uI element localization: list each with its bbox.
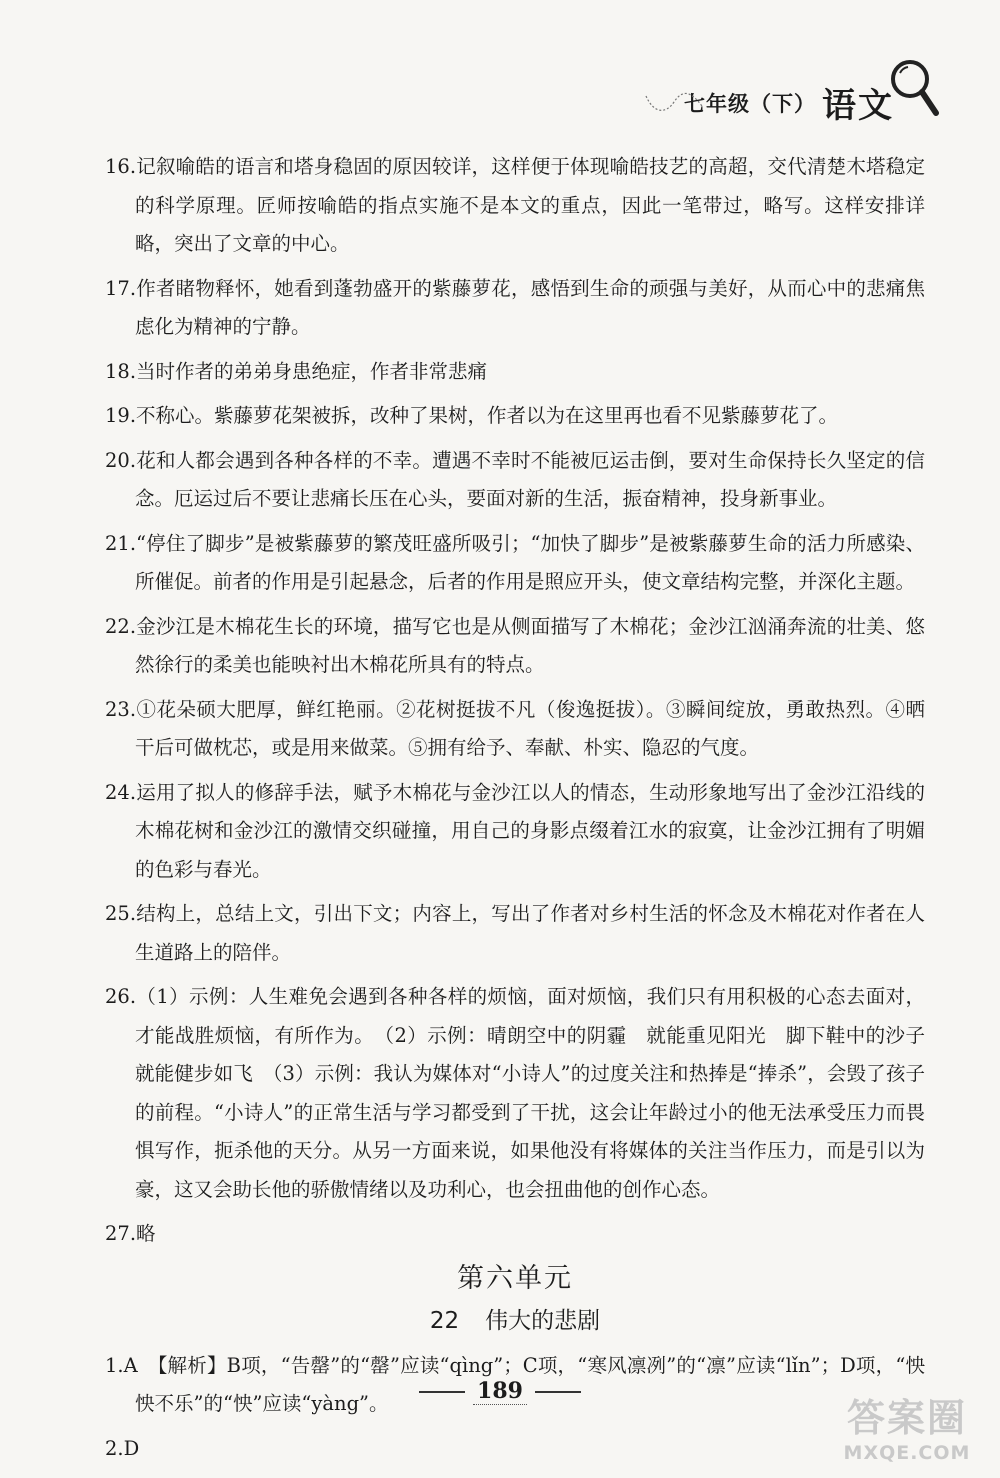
magnifier-icon (888, 57, 940, 119)
swirl-decoration-icon (644, 86, 704, 116)
answers-list-part-1 (105, 148, 945, 1254)
lesson-title (105, 1302, 925, 1341)
answer-item: 16.记叙喻皓的语言和塔身稳固的原因较详，这样便于体现喻皓技艺的高超，交代清楚木塔稳定的科学原理。匠师按喻皓的指点实施不是本文的重点，因此一笔带过，略写。这样安排详略，突出了文章的中心。 (105, 155, 925, 255)
answers-list-part-2 (105, 1347, 925, 1469)
page-header (684, 78, 940, 127)
page-number: 189 (473, 1378, 527, 1405)
footer-rule-right (535, 1391, 581, 1393)
unit-title: 第六单元 (457, 1262, 573, 1294)
answer-item: 20.花和人都会遇到各种各样的不幸。遭遇不幸时不能被厄运击倒，要对生命保持长久坚定的信念。厄运过后不要让悲痛长压在心头，要面对新的生活，振奋精神，投身新事业。 (105, 448, 925, 510)
answer-item: 24.运用了拟人的修辞手法，赋予木棉花与金沙江以人的情态，生动形象地写出了金沙江沿线的木棉花树和金沙江的激情交织碰撞，用自己的身影点缀着江水的寂寞，让金沙江拥有了明媚的色彩与春光。 (105, 780, 925, 881)
answer-item: 18.当时作者的弟弟身患绝症，作者非常悲痛 (105, 359, 488, 383)
lesson-name: 伟大的悲剧 (485, 1308, 601, 1334)
answer-item: 27.略 (105, 1222, 156, 1245)
lesson-number: 22 (429, 1308, 460, 1334)
answer-item: 23.①花朵硕大肥厚，鲜红艳丽。②花树挺拔不凡（俊逸挺拔）。③瞬间绽放，勇敢热烈。④晒干后可做枕芯，或是用来做菜。⑤拥有给予、奉献、朴实、隐忍的气度。 (105, 697, 925, 759)
answer-item: 21.“停住了脚步”是被紫藤萝的繁茂旺盛所吸引；“加快了脚步”是被紫藤萝生命的活力所感染、所催促。前者的作用是引起悬念，后者的作用是照应开头，使文章结构完整，并深化主题。 (105, 531, 925, 593)
subject-label: 语文 (822, 86, 894, 126)
watermark-logo-text: 答案圈 (846, 1396, 967, 1440)
answer-item: 1.A 【解析】B项，“告罄”的“罄”应读“qìng”；C项，“寒风凛冽”的“凛”应读“lǐn”；D项，“怏怏不乐”的“怏”应读“yàng”。 (105, 1353, 925, 1415)
answer-item: 17.作者睹物释怀，她看到蓬勃盛开的紫藤萝花，感悟到生命的顽强与美好，从而心中的悲痛焦虑化为精神的宁静。 (105, 276, 925, 338)
answer-item: 22.金沙江是木棉花生长的环境，描写它也是从侧面描写了木棉花；金沙江汹涌奔流的壮美、悠然徐行的柔美也能映衬出木棉花所具有的特点。 (105, 614, 925, 676)
answer-item: 26.（1）示例：人生难免会遇到各种各样的烦恼，面对烦恼，我们只有用积极的心态去面对，才能战胜烦恼，有所作为。 （2）示例：晴朗空中的阴霾 就能重见阳光 脚下鞋中的沙子 就能健步如飞 （3）示例：我认为媒体对“小诗人”的过度关注和热捧是“捧杀”，会毁了孩子的前程。“小诗人”的正常生活与学习都受到了干扰，这会让年龄过小的他无法承受压力而畏惧写作，扼杀他的天分。从另一方面来说，如果他没有将媒体的关注当作压力，而是引以为豪，这又会助长他的骄傲情绪以及功利心，也会扭曲他的创作心态。 (105, 985, 945, 1201)
answer-content (105, 148, 945, 1474)
grade-label: 七年级（下） (684, 90, 816, 116)
answer-item: 19.不称心。紫藤萝花架被拆，改种了果树，作者以为在这里再也看不见紫藤萝花了。 (105, 404, 839, 427)
watermark-url: MXQE.COM (843, 1442, 971, 1464)
answer-item: 2.D (105, 1436, 140, 1460)
watermark (832, 1387, 982, 1464)
footer-rule-left (419, 1391, 465, 1393)
answer-item: 25.结构上，总结上文，引出下文；内容上，写出了作者对乡村生活的怀念及木棉花对作者在人生道路上的陪伴。 (105, 902, 925, 964)
